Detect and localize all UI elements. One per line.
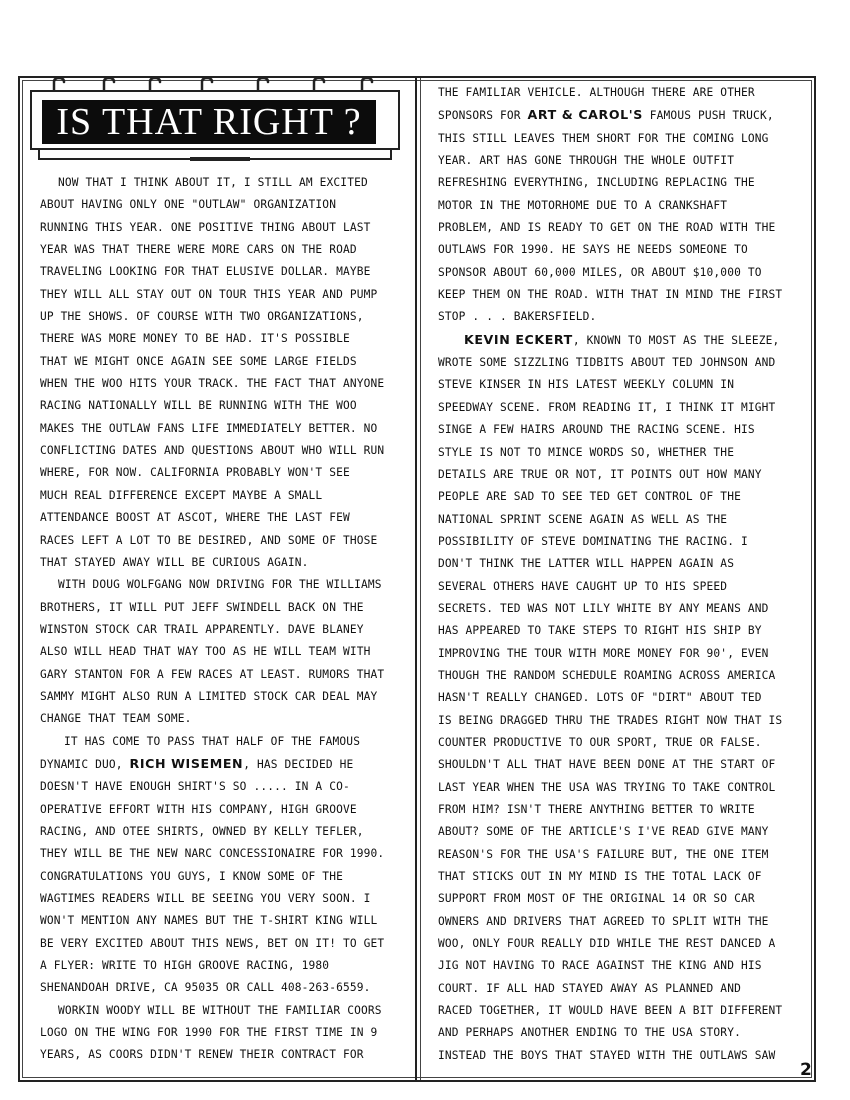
- text-span: , HAS DECIDED HE: [243, 757, 354, 771]
- text-line: RACING, AND OTEE SHIRTS, OWNED BY KELLY TEFLER,: [40, 824, 364, 838]
- text-line: SHOULDN'T ALL THAT HAVE BEEN DONE AT THE START OF: [438, 758, 776, 772]
- text-line: MOTOR IN THE MOTORHOME DUE TO A CRANKSHAFT: [438, 198, 728, 212]
- text-line: IT HAS COME TO PASS THAT HALF OF THE FAMOUS: [64, 734, 361, 748]
- text-line: WITH DOUG WOLFGANG NOW DRIVING FOR THE WILLIAMS: [58, 578, 382, 592]
- text-line: IS BEING DRAGGED THRU THE TRADES RIGHT NOW THAT IS: [438, 713, 783, 727]
- text-line: RACES LEFT A LOT TO BE DESIRED, AND SOME OF THOSE: [40, 533, 378, 547]
- text-line: BE VERY EXCITED ABOUT THIS NEWS, BET ON IT! TO GET: [40, 936, 385, 950]
- text-line: UP THE SHOWS. OF COURSE WITH TWO ORGANIZATIONS,: [40, 310, 364, 324]
- text-line: THAT STICKS OUT IN MY MIND IS THE TOTAL LACK OF: [438, 870, 762, 884]
- text-line: CHANGE THAT TEAM SOME.: [40, 712, 192, 726]
- text-line: HAS APPEARED TO TAKE STEPS TO RIGHT HIS SHIP BY: [438, 624, 762, 638]
- text-line: WORKIN WOODY WILL BE WITHOUT THE FAMILIAR COORS: [58, 1003, 382, 1017]
- text-line: PEOPLE ARE SAD TO SEE TED GET CONTROL OF THE: [438, 490, 741, 504]
- text-line: THE FAMILIAR VEHICLE. ALTHOUGH THERE ARE OTHER: [438, 86, 755, 99]
- text-line: POSSIBILITY OF STEVE DOMINATING THE RACING. I: [438, 534, 748, 548]
- text-line: SPEEDWAY SCENE. FROM READING IT, I THINK IT MIGHT: [438, 400, 776, 414]
- column-divider: [415, 78, 421, 1080]
- text-line: SUPPORT FROM MOST OF THE ORIGINAL 14 OR SO CAR: [438, 892, 755, 906]
- text-line: DOESN'T HAVE ENOUGH SHIRT'S SO ..... IN A CO-: [40, 780, 350, 794]
- text-line: SINGE A FEW HAIRS AROUND THE RACING SCENE. HIS: [438, 423, 755, 437]
- text-line-with-name: [438, 104, 800, 127]
- text-line: THEY WILL BE THE NEW NARC CONCESSIONAIRE FOR 1990.: [40, 847, 385, 861]
- text-line: JIG NOT HAVING TO RACE AGAINST THE KING AND HIS: [438, 959, 762, 973]
- left-paragraph-1: [40, 172, 412, 194]
- text-line: GARY STANTON FOR A FEW RACES AT LEAST. RUMORS THAT: [40, 667, 385, 681]
- left-column: [40, 172, 412, 1067]
- text-line: LAST YEAR WHEN THE USA WAS TRYING TO TAKE CONTROL: [438, 780, 776, 794]
- text-line: AND PERHAPS ANOTHER ENDING TO THE USA STORY.: [438, 1026, 741, 1040]
- text-line: DETAILS ARE TRUE OR NOT, IT POINTS OUT HOW MANY: [438, 467, 762, 481]
- person-name: KEVIN ECKERT: [464, 331, 573, 347]
- text-line: THIS STILL LEAVES THEM SHORT FOR THE COMING LONG: [438, 131, 769, 145]
- text-line: COURT. IF ALL HAD STAYED AWAY AS PLANNED AND: [438, 981, 741, 995]
- text-line: LOGO ON THE WING FOR 1990 FOR THE FIRST TIME IN 9: [40, 1026, 378, 1040]
- text-line-with-name: [40, 753, 412, 776]
- text-span: , KNOWN TO MOST AS THE SLEEZE,: [572, 333, 780, 347]
- text-line: SEVERAL OTHERS HAVE CAUGHT UP TO HIS SPEED: [438, 579, 728, 593]
- text-line: THAT WE MIGHT ONCE AGAIN SEE SOME LARGE FIELDS: [40, 354, 357, 368]
- text-line: NOW THAT I THINK ABOUT IT, I STILL AM EXCITED: [58, 176, 368, 189]
- text-line: ATTENDANCE BOOST AT ASCOT, WHERE THE LAST FEW: [40, 511, 350, 525]
- text-line: BROTHERS, IT WILL PUT JEFF SWINDELL BACK ON THE: [40, 600, 364, 614]
- text-span: SPONSORS FOR: [438, 109, 528, 123]
- text-line: MAKES THE OUTLAW FANS LIFE IMMEDIATELY BETTER. NO: [40, 421, 378, 435]
- text-line: CONFLICTING DATES AND QUESTIONS ABOUT WHO WILL RUN: [40, 444, 385, 458]
- text-line: WHEN THE WOO HITS YOUR TRACK. THE FACT THAT ANYONE: [40, 377, 385, 391]
- text-line: OUTLAWS FOR 1990. HE SAYS HE NEEDS SOMEONE TO: [438, 243, 748, 257]
- text-line: SPONSOR ABOUT 60,000 MILES, OR ABOUT $10,000 TO: [438, 265, 762, 279]
- person-name: RICH WISEMEN: [129, 755, 244, 771]
- text-line: SAMMY MIGHT ALSO RUN A LIMITED STOCK CAR DEAL MAY: [40, 689, 378, 703]
- text-line: RUNNING THIS YEAR. ONE POSITIVE THING ABOUT LAST: [40, 220, 371, 234]
- text-line: WROTE SOME SIZZLING TIDBITS ABOUT TED JOHNSON AND: [438, 356, 776, 370]
- text-line: SHENANDOAH DRIVE, CA 95035 OR CALL 408-263-6559.: [40, 981, 371, 995]
- text-line: WON'T MENTION ANY NAMES BUT THE T-SHIRT KING WILL: [40, 914, 378, 928]
- text-line: KEEP THEM ON THE ROAD. WITH THAT IN MIND THE FIRST: [438, 288, 783, 302]
- page-title: IS THAT RIGHT ?: [42, 100, 376, 144]
- text-line: PROBLEM, AND IS READY TO GET ON THE ROAD WITH THE: [438, 221, 776, 235]
- text-line: SECRETS. TED WAS NOT LILY WHITE BY ANY MEANS AND: [438, 601, 769, 615]
- text-line: ALSO WILL HEAD THAT WAY TOO AS HE WILL TEAM WITH: [40, 645, 371, 659]
- text-line: FROM HIM? ISN'T THERE ANYTHING BETTER TO WRITE: [438, 803, 755, 816]
- text-line-with-name: [438, 329, 800, 352]
- text-line: A FLYER: WRITE TO HIGH GROOVE RACING, 1980: [40, 959, 330, 973]
- text-span: FAMOUS PUSH TRUCK,: [642, 109, 774, 123]
- text-line: THERE WAS MORE MONEY TO BE HAD. IT'S POSSIBLE: [40, 332, 350, 346]
- text-line: STYLE IS NOT TO MINCE WORDS SO, WHETHER THE: [438, 445, 735, 459]
- text-line: TRAVELING LOOKING FOR THAT ELUSIVE DOLLAR. MAYBE: [40, 265, 371, 279]
- text-line: OWNERS AND DRIVERS THAT AGREED TO SPLIT WITH THE: [438, 914, 769, 928]
- text-line: THAT STAYED AWAY WILL BE CURIOUS AGAIN.: [40, 555, 309, 569]
- banner-underbar-accent: [190, 157, 250, 161]
- text-line: THOUGH THE RANDOM SCHEDULE ROAMING ACROSS AMERICA: [438, 668, 776, 682]
- text-line: INSTEAD THE BOYS THAT STAYED WITH THE OUTLAWS SAW: [438, 1048, 776, 1062]
- text-line: STOP . . . BAKERSFIELD.: [438, 310, 597, 324]
- text-line: STEVE KINSER IN HIS LATEST WEEKLY COLUMN IN: [438, 378, 735, 392]
- text-line: YEAR. ART HAS GONE THROUGH THE WHOLE OUTFIT: [438, 154, 735, 168]
- text-line: YEARS, AS COORS DIDN'T RENEW THEIR CONTRACT FOR: [40, 1048, 364, 1062]
- text-line: WHERE, FOR NOW. CALIFORNIA PROBABLY WON'T SEE: [40, 466, 350, 480]
- text-line: HASN'T REALLY CHANGED. LOTS OF "DIRT" ABOUT TED: [438, 691, 762, 705]
- text-line: COUNTER PRODUCTIVE TO OUR SPORT, TRUE OR FALSE.: [438, 735, 762, 749]
- text-span: DYNAMIC DUO,: [40, 757, 130, 771]
- text-line: WOO, ONLY FOUR REALLY DID WHILE THE REST DANCED A: [438, 937, 776, 951]
- text-line: YEAR WAS THAT THERE WERE MORE CARS ON THE ROAD: [40, 243, 357, 257]
- text-line: CONGRATULATIONS YOU GUYS, I KNOW SOME OF THE: [40, 869, 343, 883]
- sponsor-name: ART & CAROL'S: [527, 107, 643, 123]
- text-line: ABOUT HAVING ONLY ONE "OUTLAW" ORGANIZATION: [40, 198, 337, 212]
- text-line: IMPROVING THE TOUR WITH MORE MONEY FOR 90', EVEN: [438, 646, 769, 660]
- text-line: REASON'S FOR THE USA'S FAILURE BUT, THE ONE ITEM: [438, 847, 769, 861]
- text-line: RACED TOGETHER, IT WOULD HAVE BEEN A BIT DIFFERENT: [438, 1004, 783, 1018]
- right-column: [438, 82, 800, 1067]
- text-line: ABOUT? SOME OF THE ARTICLE'S I'VE READ GIVE MANY: [438, 825, 769, 839]
- text-line: THEY WILL ALL STAY OUT ON TOUR THIS YEAR AND PUMP: [40, 287, 378, 301]
- text-line: WAGTIMES READERS WILL BE SEEING YOU VERY SOON. I: [40, 892, 371, 905]
- text-line: DON'T THINK THE LATTER WILL HAPPEN AGAIN AS: [438, 557, 735, 571]
- page-number: 2: [800, 1060, 812, 1080]
- text-line: OPERATIVE EFFORT WITH HIS COMPANY, HIGH GROOVE: [40, 802, 357, 816]
- text-line: REFRESHING EVERYTHING, INCLUDING REPLACING THE: [438, 176, 755, 190]
- text-line: RACING NATIONALLY WILL BE RUNNING WITH THE WOO: [40, 399, 357, 413]
- text-line: NATIONAL SPRINT SCENE AGAIN AS WELL AS THE: [438, 512, 728, 526]
- text-line: MUCH REAL DIFFERENCE EXCEPT MAYBE A SMALL: [40, 488, 323, 502]
- text-line: WINSTON STOCK CAR TRAIL APPARENTLY. DAVE BLANEY: [40, 622, 364, 636]
